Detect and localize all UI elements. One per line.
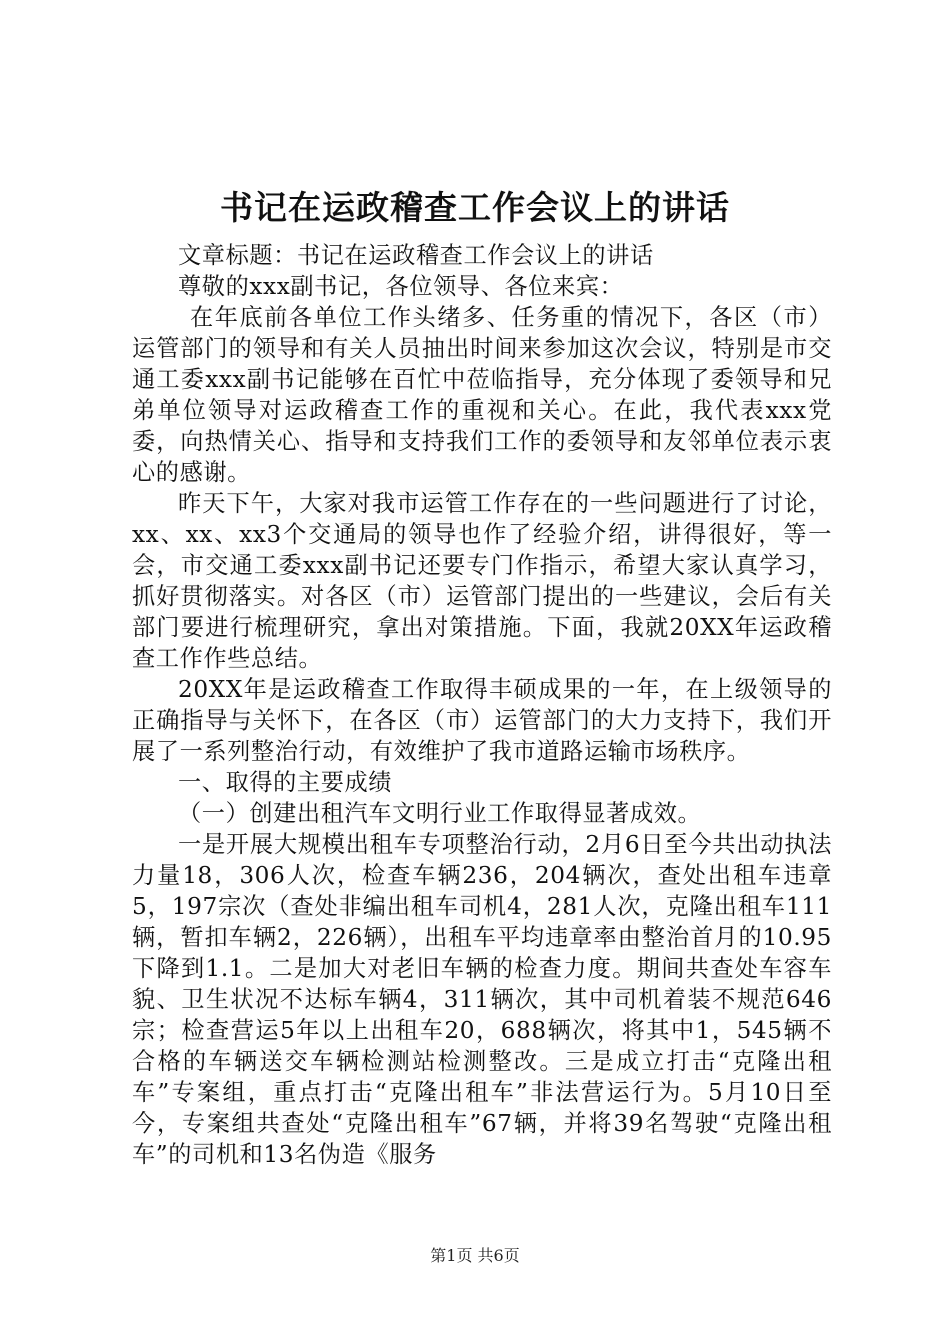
article-title-line: 文章标题：书记在运政稽查工作会议上的讲话 [178,242,654,269]
page-number-footer: 第1页 共6页 [430,1246,520,1265]
paragraph-opening: 在年底前各单位工作头绪多、任务重的情况下，各区（市）运管部门的领导和有关人员抽出时间来参加这次会议，特别是市交通工委xxx副书记能够在百忙中莅临指导，充分体现了委领导和兄弟单位领导对运政稽查工作的重视和关心。在此，我代表xxx党委，向热情关心、指导和支持我们工作的委领导和友邻单位表示衷心的感谢。 [132,304,832,486]
paragraph-discussion: 昨天下午，大家对我市运管工作存在的一些问题进行了讨论，xx、xx、xx3个交通局的领导也作了经验介绍，讲得很好，等一会，市交通工委xxx副书记还要专门作指示，希望大家认真学习，抓好贯彻落实。对各区（市）运管部门提出的一些建议，会后有关部门要进行梳理研究，拿出对策措施。下面，我就20XX年运政稽查工作作些总结。 [132,490,832,672]
subsection-heading: （一）创建出租汽车文明行业工作取得显著成效。 [178,800,702,827]
document-body [132,240,832,1170]
document-title: 书记在运政稽查工作会议上的讲话 [220,188,730,227]
salutation: 尊敬的xxx副书记，各位领导、各位来宾： [178,273,624,300]
paragraph-summary: 20XX年是运政稽查工作取得丰硕成果的一年，在上级领导的正确指导与关怀下，在各区（市）运管部门的大力支持下，我们开展了一系列整治行动，有效维护了我市道路运输市场秩序。 [132,676,832,765]
paragraph-achievements: 一是开展大规模出租车专项整治行动，2月6日至今共出动执法力量18，306人次，检查车辆236，204辆次，查处出租车违章5，197宗次（查处非编出租车司机4，281人次，克隆出租车111辆，暂扣车辆2，226辆），出租车平均违章率由整治首月的10.95下降到1.1。二是加大对老旧车辆的检查力度。期间共查处车容车貌、卫生状况不达标车辆4，311辆次，其中司机着装不规范646宗；检查营运5年以上出租车20，688辆次，将其中1，545辆不合格的车辆送交车辆检测站检测整改。三是成立打击“克隆出租车”专案组，重点打击“克隆出租车”非法营运行为。5月10日至今，专案组共查处“克隆出租车”67辆，并将39名驾驶“克隆出租车”的司机和13名伪造《服务 [132,831,832,1168]
section-heading: 一、取得的主要成绩 [178,769,393,796]
